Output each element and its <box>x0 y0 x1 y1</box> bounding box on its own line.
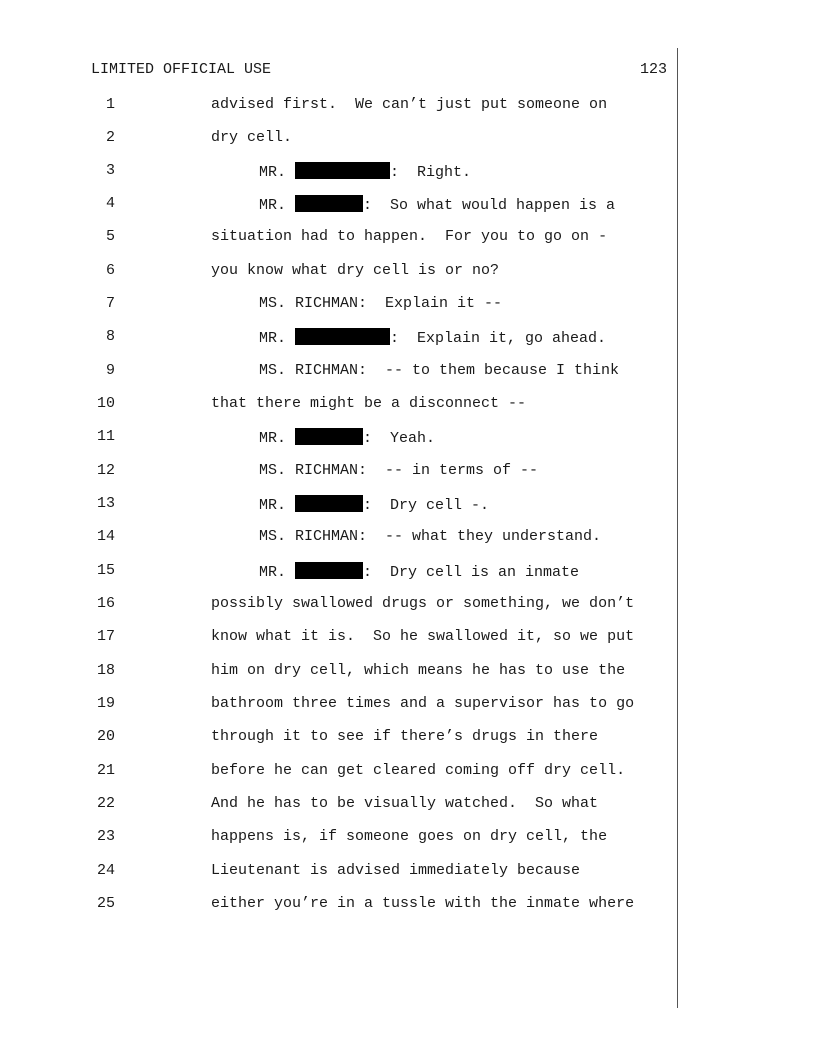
speaker-prefix: MR. <box>259 197 296 214</box>
line-text: him on dry cell, which means he has to use the <box>211 662 626 679</box>
line-text: you know what dry cell is or no? <box>211 262 500 279</box>
transcript-line-5 <box>0 228 680 250</box>
transcript-line-18 <box>0 662 680 684</box>
line-text: through it to see if there’s drugs in there <box>211 728 599 745</box>
line-number: 2 <box>105 129 115 146</box>
transcript-line-11 <box>0 428 680 450</box>
speaker-prefix: MR. <box>259 564 296 581</box>
speech-text: : Yeah. <box>363 430 436 447</box>
line-number: 12 <box>96 462 115 479</box>
line-number: 11 <box>96 428 115 445</box>
redaction-bar <box>295 162 390 179</box>
transcript-line-10 <box>0 395 680 417</box>
transcript-line-22 <box>0 795 680 817</box>
line-number: 9 <box>105 362 115 379</box>
line-number: 10 <box>96 395 115 412</box>
transcript-line-19 <box>0 695 680 717</box>
transcript-line-17 <box>0 628 680 650</box>
line-number: 18 <box>96 662 115 679</box>
transcript-line-2 <box>0 129 680 151</box>
line-text: happens is, if someone goes on dry cell, the <box>211 828 608 845</box>
transcript-line-14 <box>0 528 680 550</box>
line-number: 19 <box>96 695 115 712</box>
transcript-line-24 <box>0 862 680 884</box>
transcript-line-20 <box>0 728 680 750</box>
transcript-line-16 <box>0 595 680 617</box>
transcript-line-7 <box>0 295 680 317</box>
transcript-line-9 <box>0 362 680 384</box>
speech-text: : Right. <box>390 164 472 181</box>
transcript-line-1 <box>0 96 680 118</box>
line-number: 4 <box>105 195 115 212</box>
redaction-bar <box>295 495 363 512</box>
line-text <box>259 428 435 447</box>
line-number: 3 <box>105 162 115 179</box>
speech-text: : Dry cell -. <box>363 497 490 514</box>
transcript-line-21 <box>0 762 680 784</box>
transcript-line-6 <box>0 262 680 284</box>
line-number: 25 <box>96 895 115 912</box>
line-text: dry cell. <box>211 129 293 146</box>
transcript-line-13 <box>0 495 680 517</box>
line-text: MS. RICHMAN: Explain it -- <box>259 295 503 312</box>
line-text <box>259 328 606 347</box>
transcript-line-25 <box>0 895 680 917</box>
transcript-line-23 <box>0 828 680 850</box>
line-text: MS. RICHMAN: -- to them because I think <box>259 362 620 379</box>
line-text: MS. RICHMAN: -- what they understand. <box>259 528 602 545</box>
line-text: situation had to happen. For you to go on - <box>211 228 608 245</box>
line-number: 21 <box>96 762 115 779</box>
line-number: 8 <box>105 328 115 345</box>
line-number: 23 <box>96 828 115 845</box>
line-text: that there might be a disconnect -- <box>211 395 527 412</box>
line-number: 20 <box>96 728 115 745</box>
line-text: possibly swallowed drugs or something, we don’t <box>211 595 635 612</box>
speech-text: : So what would happen is a <box>363 197 616 214</box>
line-text: bathroom three times and a supervisor has to go <box>211 695 635 712</box>
redaction-bar <box>295 428 363 445</box>
line-number: 17 <box>96 628 115 645</box>
line-number: 1 <box>105 96 115 113</box>
transcript-line-12 <box>0 462 680 484</box>
line-text <box>259 562 579 581</box>
speaker-prefix: MR. <box>259 497 296 514</box>
line-text <box>259 195 615 214</box>
line-text: MS. RICHMAN: -- in terms of -- <box>259 462 539 479</box>
line-number: 5 <box>105 228 115 245</box>
line-text: advised first. We can’t just put someone on <box>211 96 608 113</box>
speaker-prefix: MR. <box>259 164 296 181</box>
page-number: 123 <box>639 61 667 78</box>
line-number: 6 <box>105 262 115 279</box>
speaker-prefix: MR. <box>259 430 296 447</box>
line-text: either you’re in a tussle with the inmate where <box>211 895 635 912</box>
transcript-line-8 <box>0 328 680 350</box>
line-number: 7 <box>105 295 115 312</box>
classification-header: LIMITED OFFICIAL USE <box>91 61 272 78</box>
line-number: 24 <box>96 862 115 879</box>
line-number: 16 <box>96 595 115 612</box>
line-text <box>259 162 471 181</box>
line-text: know what it is. So he swallowed it, so we put <box>211 628 635 645</box>
line-text: And he has to be visually watched. So what <box>211 795 599 812</box>
line-number: 22 <box>96 795 115 812</box>
redaction-bar <box>295 195 363 212</box>
speech-text: : Dry cell is an inmate <box>363 564 580 581</box>
line-number: 15 <box>96 562 115 579</box>
line-number: 13 <box>96 495 115 512</box>
speech-text: : Explain it, go ahead. <box>390 330 607 347</box>
transcript-line-4 <box>0 195 680 217</box>
line-text <box>259 495 489 514</box>
line-number: 14 <box>96 528 115 545</box>
transcript-line-15 <box>0 562 680 584</box>
speaker-prefix: MR. <box>259 330 296 347</box>
line-text: before he can get cleared coming off dry cell. <box>211 762 626 779</box>
redaction-bar <box>295 328 390 345</box>
redaction-bar <box>295 562 363 579</box>
transcript-line-3 <box>0 162 680 184</box>
line-text: Lieutenant is advised immediately because <box>211 862 581 879</box>
